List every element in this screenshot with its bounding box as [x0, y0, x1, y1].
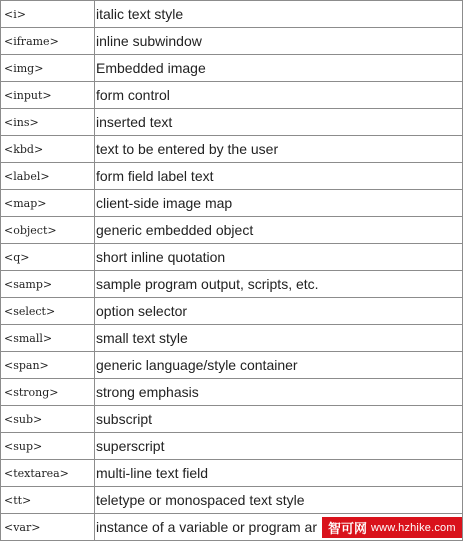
table-row [1, 298, 463, 325]
description-cell: short inline quotation [95, 244, 463, 271]
description-cell: italic text style [95, 1, 463, 28]
description-cell: Embedded image [95, 55, 463, 82]
description-cell: form control [95, 82, 463, 109]
description-cell: form field label text [95, 163, 463, 190]
tag-cell: <sup> [1, 433, 95, 460]
table-row [1, 28, 463, 55]
description-cell: inline subwindow [95, 28, 463, 55]
description-cell: client-side image map [95, 190, 463, 217]
table-row [1, 136, 463, 163]
tag-cell: <map> [1, 190, 95, 217]
table-row [1, 487, 463, 514]
description-cell: small text style [95, 325, 463, 352]
description-cell: generic embedded object [95, 217, 463, 244]
description-cell: multi-line text field [95, 460, 463, 487]
tag-cell: <kbd> [1, 136, 95, 163]
table-row [1, 109, 463, 136]
tag-cell: <label> [1, 163, 95, 190]
watermark-brand: 智可网 [328, 521, 368, 536]
tag-cell: <i> [1, 1, 95, 28]
tag-cell: <textarea> [1, 460, 95, 487]
table-row [1, 325, 463, 352]
tag-cell: <var> [1, 514, 95, 541]
table-row [1, 190, 463, 217]
description-cell: instance of a variable or program ar [95, 514, 463, 541]
table-row [1, 271, 463, 298]
tag-cell: <q> [1, 244, 95, 271]
tag-cell: <img> [1, 55, 95, 82]
description-cell: subscript [95, 406, 463, 433]
description-cell: inserted text [95, 109, 463, 136]
description-cell: strong emphasis [95, 379, 463, 406]
tag-cell: <samp> [1, 271, 95, 298]
tag-cell: <tt> [1, 487, 95, 514]
description-cell: sample program output, scripts, etc. [95, 271, 463, 298]
table-row [1, 433, 463, 460]
table-row [1, 1, 463, 28]
description-cell: generic language/style container [95, 352, 463, 379]
watermark-url: www.hzhike.com [371, 521, 456, 534]
table-row [1, 217, 463, 244]
tag-cell: <small> [1, 325, 95, 352]
table-row [1, 244, 463, 271]
tag-cell: <span> [1, 352, 95, 379]
table-row [1, 460, 463, 487]
table-row [1, 406, 463, 433]
watermark-logo [322, 517, 462, 538]
table-row [1, 379, 463, 406]
table-row [1, 82, 463, 109]
tag-cell: <select> [1, 298, 95, 325]
description-cell: superscript [95, 433, 463, 460]
table-body [1, 1, 463, 541]
description-cell: teletype or monospaced text style [95, 487, 463, 514]
tag-cell: <object> [1, 217, 95, 244]
tag-cell: <strong> [1, 379, 95, 406]
tag-cell: <sub> [1, 406, 95, 433]
description-cell: text to be entered by the user [95, 136, 463, 163]
tag-cell: <input> [1, 82, 95, 109]
tag-cell: <ins> [1, 109, 95, 136]
table-row [1, 163, 463, 190]
table-row [1, 55, 463, 82]
description-cell: option selector [95, 298, 463, 325]
tag-cell: <iframe> [1, 28, 95, 55]
table-row [1, 352, 463, 379]
